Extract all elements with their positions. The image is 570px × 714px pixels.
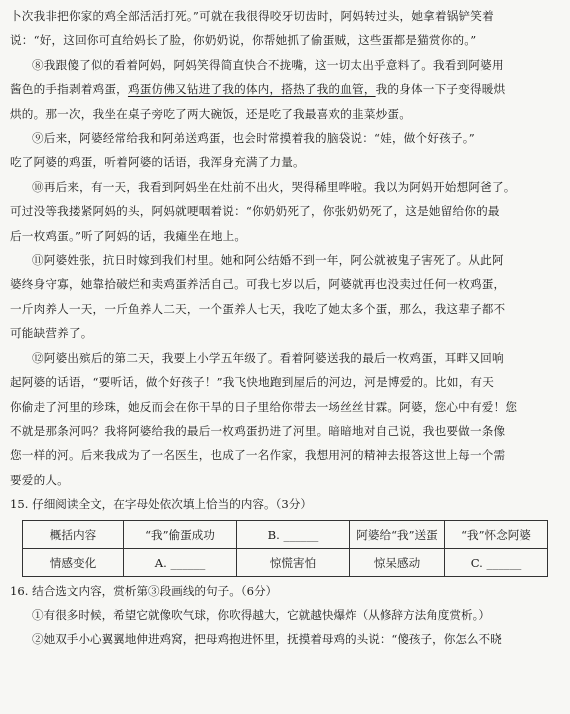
table-row [23, 521, 548, 549]
table-cell: B. ______ [237, 521, 350, 549]
paragraph-11-line: ⑪阿婆姓张，抗日时嫁到我们村里。她和阿公结婚不到一年，阿公就被鬼子害死了。从此阿 [32, 253, 504, 268]
table-cell: 惊慌害怕 [237, 549, 350, 577]
table-cell: “我”偷蛋成功 [124, 521, 237, 549]
paragraph-11-line: 可能缺营养了。 [10, 326, 93, 341]
paragraph-11-line: 一斤肉养人一天，一斤鱼养人二天，一个蛋养人七天，我吃了她太多个蛋，那么，我这辈子都不 [10, 301, 506, 316]
table-row [23, 549, 548, 577]
text-line: 卜次我非把你家的鸡全部活活打死。”可就在我很得咬牙切齿时，阿妈转过头，她拿着锅铲笑着 [10, 9, 494, 23]
paragraph-10-line: ⑩再后来，有一天，我看到阿妈坐在灶前不出火，哭得稀里哗啦。我以为阿妈开始想阿爸了。 [32, 179, 516, 194]
underlined-sentence: 鸡蛋仿佛又钻进了我的体内，搭热了我的血管， [127, 82, 376, 97]
table-cell: “我”怀念阿婆 [445, 521, 548, 549]
paragraph-10-line: 可过没等我搂紧阿妈的头，阿妈就哽咽着说：“你奶奶死了，你张奶奶死了，这是她留给你的最 [10, 204, 500, 219]
paragraph-8-line: 烘的。那一次，我坐在桌子旁吃了两大碗饭，还是吃了我最喜欢的韭菜炒蛋。 [10, 106, 411, 121]
paragraph-11-line: 婆终身守寡，她靠拾破烂和卖鸡蛋养活自己。可我七岁以后，阿婆就再也没卖过任何一枚鸡蛋， [10, 277, 506, 292]
paragraph-8-line: ⑧我跟傻了似的看着阿妈，阿妈笑得简直快合不拢嘴，这一切太出乎意料了。我看到阿婆用 [32, 57, 504, 72]
question-15-prompt: 15. 仔细阅读全文，在字母处依次填上恰当的内容。（3分） [10, 497, 312, 512]
paragraph-12-line: 您一样的河。后来我成为了一名医生，也成了一名作家，我想用河的精神去报答这世上每一个需 [10, 448, 506, 463]
table-cell: 概括内容 [23, 521, 124, 549]
question-16-item: ②她双手小心翼翼地伸进鸡窝，把母鸡抱进怀里，抚摸着母鸡的头说：“傻孩子，你怎么不晓 [32, 632, 502, 647]
paragraph-12-line: 不就是那条河吗？我将阿婆给我的最后一枚鸡蛋扔进了河里。暗暗地对自己说，我也要做一条像 [10, 423, 506, 438]
answer-blank-a[interactable]: A. ______ [124, 549, 237, 577]
text-line: 说：“好，这回你可直给妈长了脸，你奶奶说，你帮她抓了偷蛋贼，这些蛋都是猫赏你的。” [10, 33, 477, 48]
paragraph-12-line: 你偷走了河里的珍珠，她反而会在你干旱的日子里给你带去一场丝丝甘霖。阿婆，您心中有爱！您 [10, 399, 518, 414]
paragraph-12-line: 起阿婆的话语，“要听话，做个好孩子！”我飞快地跑到屋后的河边，河是博爱的。比如，有天 [10, 375, 495, 390]
summary-table [22, 520, 548, 577]
paragraph-9-line: 吃了阿婆的鸡蛋，听着阿婆的话语，我浑身充满了力量。 [10, 155, 305, 170]
table-cell: 惊呆感动 [350, 549, 445, 577]
paragraph-9-line: ⑨后来，阿婆经常给我和阿弟送鸡蛋，也会时常摸着我的脑袋说：“娃，做个好孩子。” [32, 131, 475, 146]
table-cell: 情感变化 [23, 549, 124, 577]
paragraph-12-line: 要爱的人。 [10, 472, 69, 487]
question-16-prompt: 16. 结合选文内容，赏析第③段画线的句子。（6分） [10, 584, 278, 599]
paragraph-12-line: ⑫阿婆出殡后的第二天，我要上小学五年级了。看着阿婆送我的最后一枚鸡蛋，耳畔又回响 [32, 350, 504, 365]
question-16-item: ①有很多时候，希望它就像吹气球，你吹得越大，它就越快爆炸（从修辞方法角度赏析。） [32, 608, 490, 623]
table-cell: 阿婆给“我”送蛋 [350, 521, 445, 549]
answer-blank-c[interactable]: C. ______ [445, 549, 548, 577]
paragraph-10-line: 后一枚鸡蛋。”听了阿妈的话，我瘫坐在地上。 [10, 228, 247, 243]
paragraph-8-line: 酱色的手指剥着鸡蛋，鸡蛋仿佛又钻进了我的体内，搭热了我的血管，我的身体一下子变得暖烘 [10, 82, 506, 97]
